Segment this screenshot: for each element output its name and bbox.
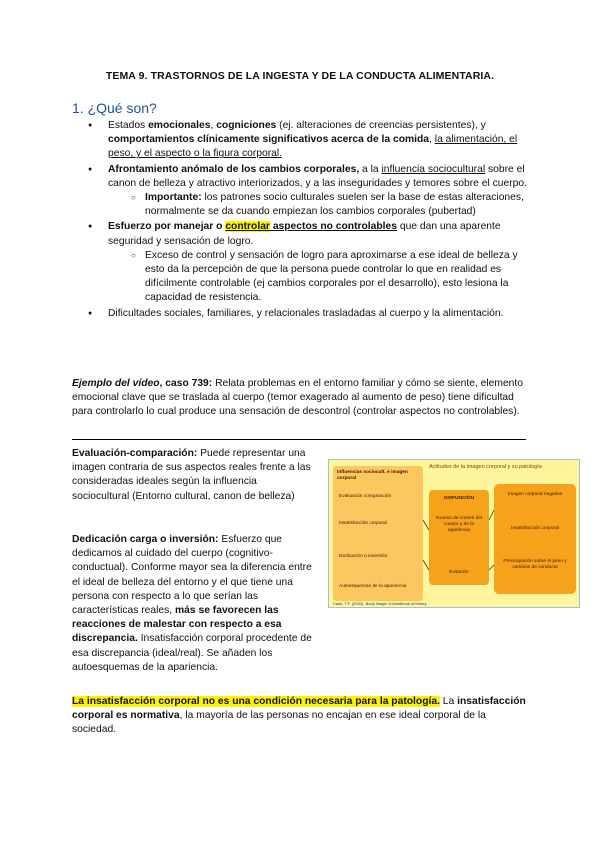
document-title: TEMA 9. TRASTORNOS DE LA INGESTA Y DE LA CONDUCTA ALIMENTARIA. [105,70,495,82]
influences-box: Influencias sociocult. e imagen corporal Evaluación comparación Insatisfacción corporal Dedicación o inversión Autoesquemas de la apariencia [333,466,423,601]
sub-list-item: ○ Importante: los patrones socio culturales suelen ser la base de estas alteraciones, normalmente se da cuando empiezan los cambios corporales (pubertad) [108,191,536,219]
list-item: ● Estados emocionales, cogniciones (ej. alteraciones de creencias persistentes), y comportamientos clínicamente significativos acerca de la comida, la alimentación, el peso, y el aspecto o la figura corporal. [76,119,536,162]
dedication-paragraph: Dedicación carga o inversión: Esfuerzo que dedicamos al cuidado del cuerpo (cognitivo-conductual). Conforme mayor sea la diferencia entre el ideal de belleza del entorno y el que tiene una persona con respecto a lo que serían las características reales, más se favorecen las reacciones de malestar con respecto a esa discrepancia. Insatisfacción corporal procedente de esa discrepancia (ideal/real). Se añaden los autoesquemas de la apariencia. [72,534,312,673]
evaluation-paragraph: Evaluación-comparación: Puede representar una imagen contraria de sus aspectos reales frente a las consideradas ideales según la influencia sociocultural (Entorno cultural, canon de belleza) [72,448,311,502]
final-paragraph: La insatisfacción corporal no es una condición necesaria para la patología. La insatisfacción corporal es normativa, la mayoría de las personas no encajan en ese ideal corporal de la sociedad. [72,696,526,736]
diagram-header: Actitudes de la imagen corporal y su patología [429,464,542,470]
example-paragraph: Ejemplo del vídeo, caso 739: Relata problemas en el entorno familiar y cómo se siente, elemento emocional clave que se traslada al cuerpo (temor exagerado al aumento de peso) tiene dificultad para controlarlo lo cual produce una sensación de descontrol (controlar aspectos no controlables). [72,378,524,418]
horizontal-divider [72,439,526,440]
dysfunction-box: DISFUNCIÓN Exceso de control del cuerpo y de la apariencia Evitación [429,490,489,585]
section-heading: 1. ¿Qué son? [72,100,157,116]
bullet-list [76,119,536,322]
body-image-diagram [328,459,580,608]
list-item: ● Esfuerzo por manejar o controlar aspectos no controlables que dan una aparente seguridad y sensación de logro. ○ Exceso de control y sensación de logro para aproximarse a ese ideal de belleza y esto da la percepción de que la persona puede controlar lo que en realidad es difícilmente controlable (ej cambios corporales por el desarrollo), esto lesiona la capacidad de resistencia. [76,220,536,305]
consequences-box: Imagen corporal negativa Insatisfacción corporal Preocupación sobre el peso y cambios de conducta [494,484,576,594]
list-item: ● Dificultades sociales, familiares, y relacionales trasladadas al cuerpo y la alimentación. [76,307,536,321]
diagram-arrows [329,460,579,607]
diagram-caption: Cash, T.F. (2002). Body image: A handbook of theory [333,601,427,606]
list-item: ● Afrontamiento anómalo de los cambios corporales, a la influencia sociocultural sobre el canon de belleza y atractivo interiorizados, y a las inseguridades y temores sobre el cuerpo. ○ Importante: los patrones socio culturales suelen ser la base de estas alteraciones, normalmente se da cuando empiezan los cambios corporales (pubertad) [76,163,536,220]
sub-list-item: ○ Exceso de control y sensación de logro para aproximarse a ese ideal de belleza y esto da la percepción de que la persona puede controlar lo que en realidad es difícilmente controlable (ej cambios corporales por el desarrollo), esto lesiona la capacidad de resistencia. [108,249,536,306]
